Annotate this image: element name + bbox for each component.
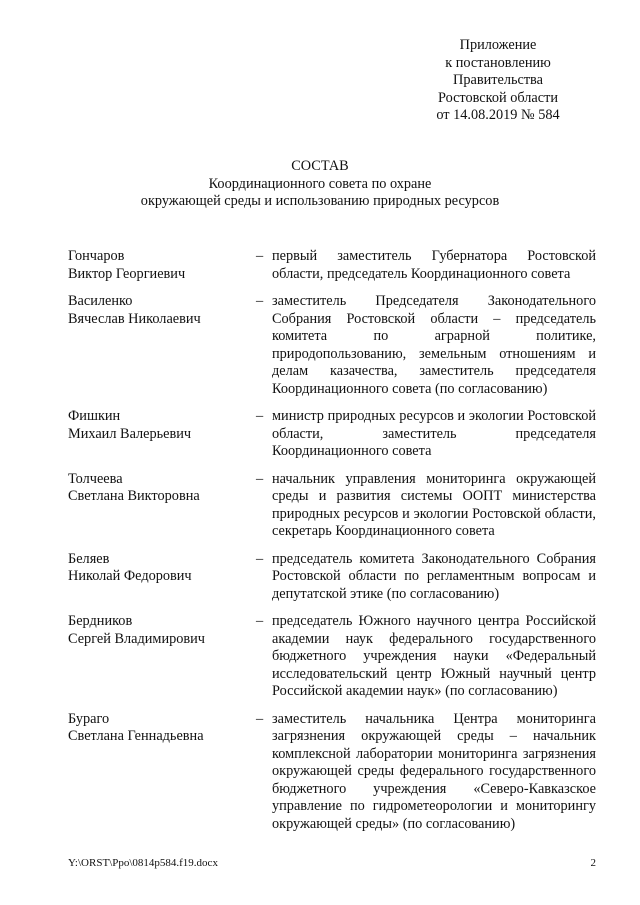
member-given-names: Михаил Валерьевич [68,425,192,442]
member-dash: – [256,248,264,264]
member-given-names: Светлана Геннадьевна [68,728,204,744]
member-entry [68,613,596,701]
member-role: председатель комитета Законодательного Собрания Ростовской области по регламентным вопросам и депутатской этике (по согласованию) [272,550,596,602]
member-name [68,248,256,283]
page-footer [68,857,596,870]
appendix-line: от 14.08.2019 № 584 [436,107,560,123]
member-entry [68,551,596,604]
member-surname: Бураго [68,710,110,727]
member-dash: – [256,293,264,309]
member-role: заместитель начальника Центра мониторинга загрязнения окружающей среды – начальник комплексной лаборатории мониторинга загрязнения окружающей среды федерального государственного бюджетного учреждения «Северо-Кавказское управление по гидрометеорологии и мониторингу окружающей среды» (по согласованию) [272,710,596,832]
appendix-line: Правительства [453,72,543,88]
member-name [68,408,256,461]
member-entry [68,248,596,283]
member-role: первый заместитель Губернатора Ростовской области, председатель Координационного совета [272,248,596,282]
heading-title: СОСТАВ [291,158,349,174]
member-surname: Гончаров [68,248,125,264]
member-surname: Фишкин [68,408,121,424]
appendix-line: Ростовской области [437,89,559,106]
member-name [68,551,256,604]
member-role: начальник управления мониторинга окружающей среды и развития системы ООПТ министерства природных ресурсов и экологии Ростовской области, секретарь Координационного совета [272,470,596,539]
member-dash: – [256,550,264,567]
member-dash: – [256,613,264,629]
member-entry [68,408,596,461]
appendix-line: к постановлению [445,54,551,71]
member-role: министр природных ресурсов и экологии Ростовской области, заместитель председателя Координационного совета [272,408,596,459]
appendix-line: Приложение [459,37,537,53]
member-entry [68,293,596,398]
member-name [68,293,256,398]
member-given-names: Виктор Георгиевич [68,265,186,282]
member-given-names: Светлана Викторовна [68,488,200,504]
member-name [68,613,256,701]
appendix-block [408,37,588,125]
member-surname: Толчеева [68,470,123,487]
heading-subtitle: окружающей среды и использованию природных ресурсов [140,193,500,209]
members-list [68,248,596,843]
member-surname: Василенко [68,293,133,309]
member-surname: Беляев [68,550,110,567]
heading-subtitle: Координационного совета по охране [208,175,432,192]
member-name [68,711,256,834]
member-dash: – [256,470,264,487]
member-entry [68,471,596,541]
member-surname: Бердников [68,613,133,629]
member-given-names: Николай Федорович [68,568,192,584]
member-role: заместитель Председателя Законодательного Собрания Ростовской области – председатель комитета по аграрной политике, природопользованию, земельным отношениям и делам казачества, заместитель председателя Координационного совета (по согласованию) [272,293,596,397]
footer-file-path: Y:\ORST\Ppo\0814p584.f19.docx [68,857,218,869]
member-dash: – [256,408,264,424]
member-role: председатель Южного научного центра Российской академии наук федерального государственного бюджетного учреждения науки «Федеральный исследовательский центр Южный научный центр Российской академии наук» (по согласованию) [272,613,596,699]
footer-page-number: 2 [590,857,596,869]
member-given-names: Вячеслав Николаевич [68,310,201,327]
member-given-names: Сергей Владимирович [68,630,205,647]
member-dash: – [256,710,264,727]
member-name [68,471,256,541]
member-entry [68,711,596,834]
document-heading [60,158,580,211]
